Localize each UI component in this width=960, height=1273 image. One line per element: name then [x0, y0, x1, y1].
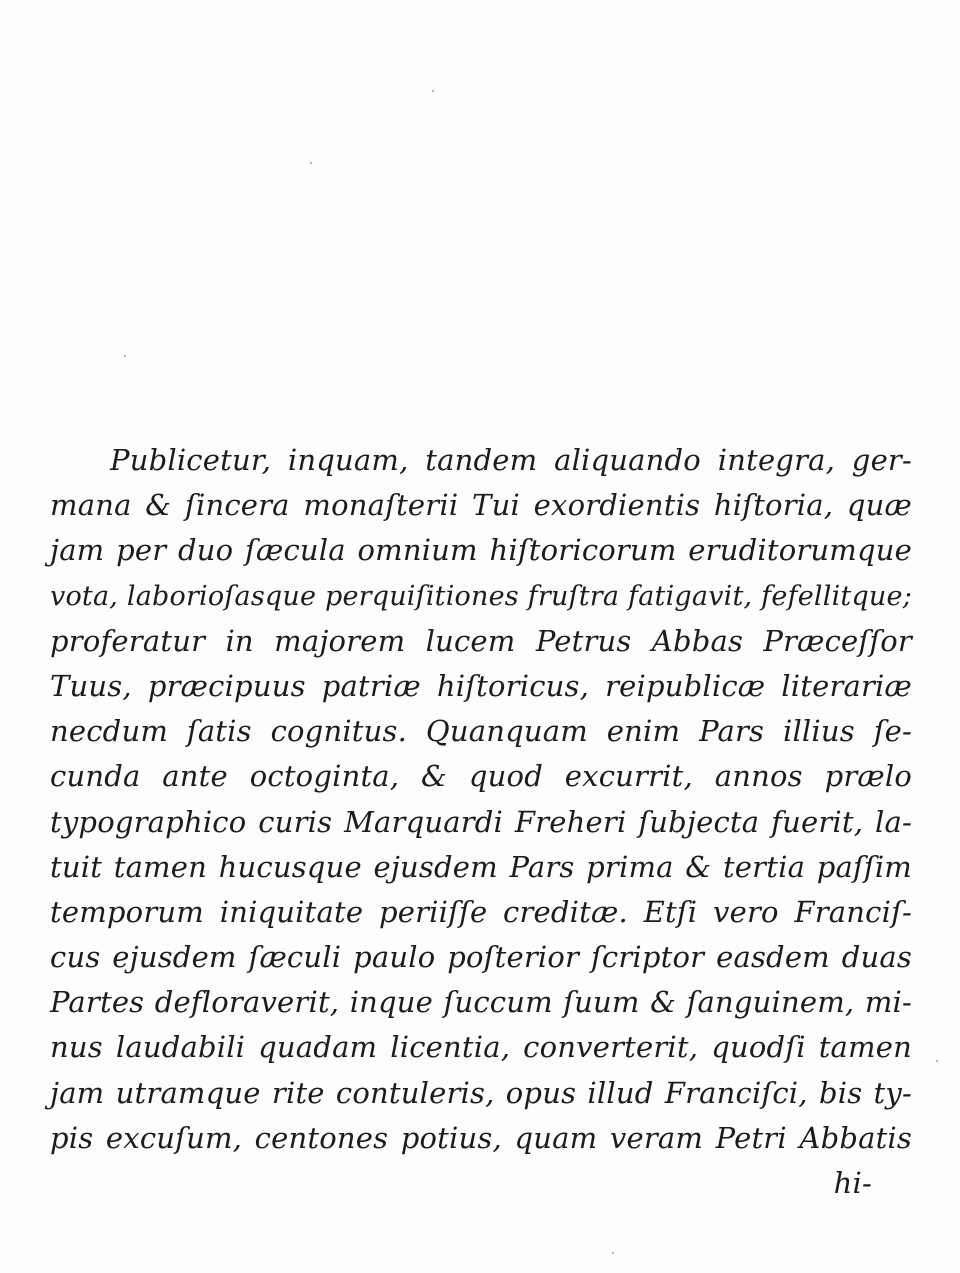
- catchword: hi-: [833, 1166, 872, 1200]
- text-line: nus laudabili quadam licentia, converterit, quodſi tamen: [50, 1030, 912, 1065]
- text-line: jam per duo ſæcula omnium hiſtoricorum eruditorumque: [50, 533, 912, 568]
- text-line: mana & ſincera monaſterii Tui exordientis hiſtoria, quæ: [50, 488, 912, 523]
- text-line: Partes defloraverit, inque ſuccum ſuum & ſanguinem, mi-: [50, 985, 912, 1020]
- body-text: [50, 438, 912, 1206]
- text-line: cus ejusdem ſæculi paulo poſterior ſcriptor easdem duas: [50, 940, 912, 975]
- text-line: jam utramque rite contuleris, opus illud Franciſci, bis ty-: [50, 1075, 912, 1110]
- text-line: necdum ſatis cognitus. Quanquam enim Pars illius ſe-: [50, 714, 912, 749]
- paper-speck: [124, 355, 126, 357]
- text-line: cunda ante octoginta, & quod excurrit, annos prælo: [50, 759, 912, 794]
- paper-speck: [612, 1252, 614, 1254]
- text-line: tuit tamen hucusque ejusdem Pars prima & tertia paſſim: [50, 849, 912, 884]
- text-line: proferatur in majorem lucem Petrus Abbas Præceſſor: [50, 623, 912, 658]
- paper-speck: [936, 1060, 938, 1062]
- text-line: typographico curis Marquardi Freheri ſubjecta fuerit, la-: [50, 804, 912, 839]
- paper-speck: [310, 162, 312, 164]
- text-line: Tuus, præcipuus patriæ hiſtoricus, reipublicæ literariæ: [50, 668, 912, 703]
- text-line: Publicetur, inquam, tandem aliquando integra, ger-: [110, 443, 912, 477]
- text-line: vota, laborioſasque perquiſitiones fruſtra fatigavit, fefellitque;: [50, 580, 912, 612]
- text-line: temporum iniquitate periiſſe creditæ. Etſi vero Franciſ-: [50, 894, 912, 929]
- paper-speck: [432, 90, 434, 92]
- text-line: pis excuſum, centones potius, quam veram Petri Abbatis: [50, 1120, 912, 1155]
